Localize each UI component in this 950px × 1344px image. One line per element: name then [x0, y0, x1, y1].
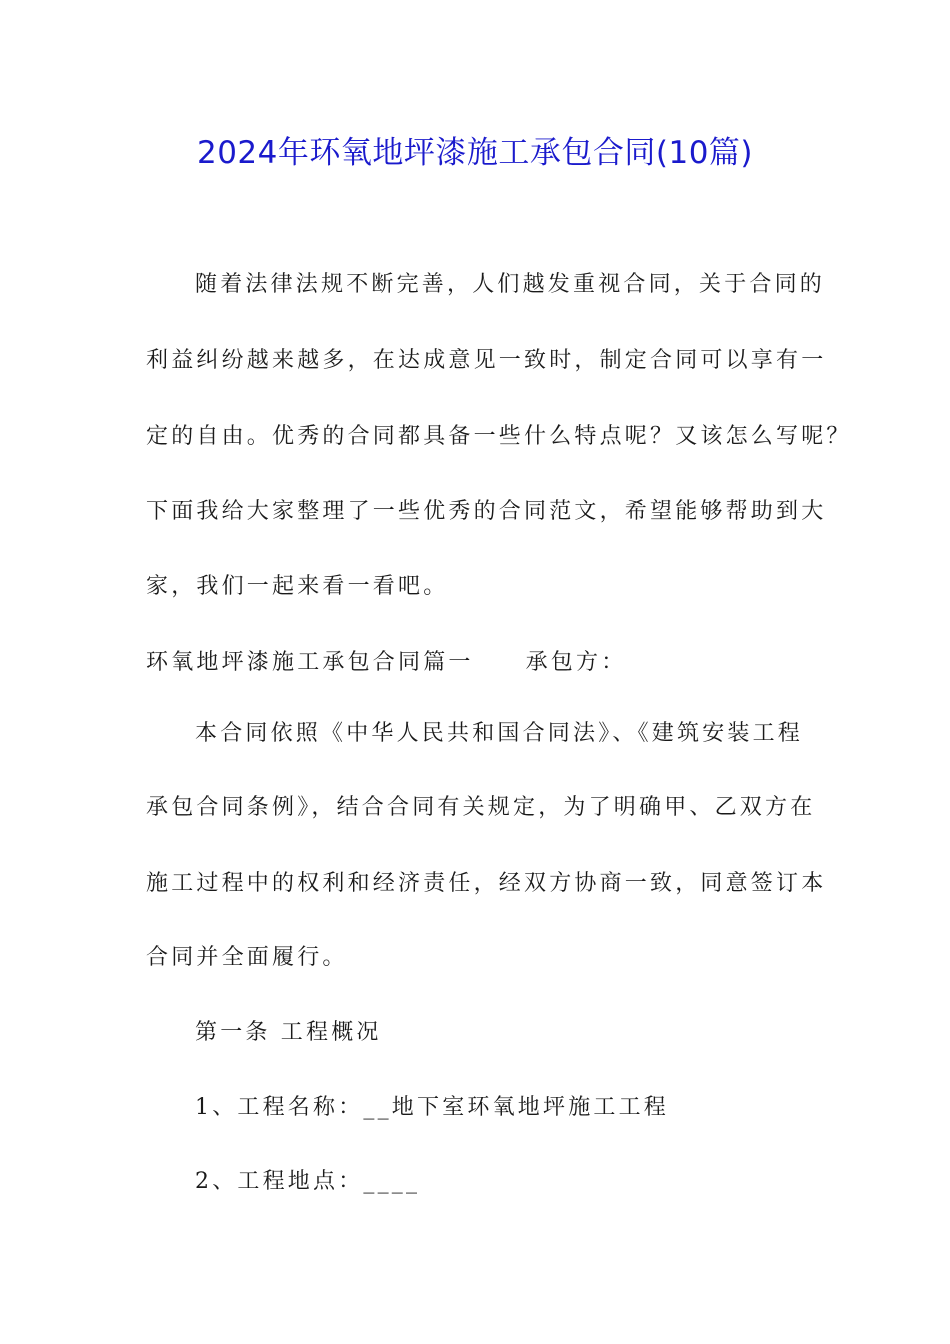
intro-line-2: 利益纠纷越来越多，在达成意见一致时，制定合同可以享有一 [146, 348, 827, 373]
contractor-label: 承包方： [525, 650, 627, 675]
intro-line-3: 定的自由。优秀的合同都具备一些什么特点呢？又该怎么写呢？ [146, 424, 852, 449]
basis-line-1: 本合同依照《中华人民共和国合同法》、《建筑安装工程 [195, 721, 804, 746]
basis-line-2: 承包合同条例》，结合合同有关规定，为了明确甲、乙双方在 [146, 795, 816, 820]
article-1-heading: 第一条 工程概况 [195, 1020, 382, 1045]
basis-line-4: 合同并全面履行。 [146, 945, 348, 970]
basis-line-3: 施工过程中的权利和经济责任，经双方协商一致，同意签订本 [146, 871, 827, 896]
intro-line-5: 家，我们一起来看一看吧。 [146, 574, 449, 599]
project-name-item: 1、工程名称：__地下室环氧地坪施工工程 [195, 1095, 669, 1120]
section-heading: 环氧地坪漆施工承包合同篇一 [146, 650, 474, 675]
intro-line-4: 下面我给大家整理了一些优秀的合同范文，希望能够帮助到大 [146, 499, 827, 524]
project-location-item: 2、工程地点：____ [195, 1169, 421, 1194]
section-heading-row [146, 645, 826, 681]
intro-line-1: 随着法律法规不断完善，人们越发重视合同，关于合同的 [195, 272, 826, 297]
document-title: 2024年环氧地坪漆施工承包合同(10篇) [196, 135, 754, 171]
